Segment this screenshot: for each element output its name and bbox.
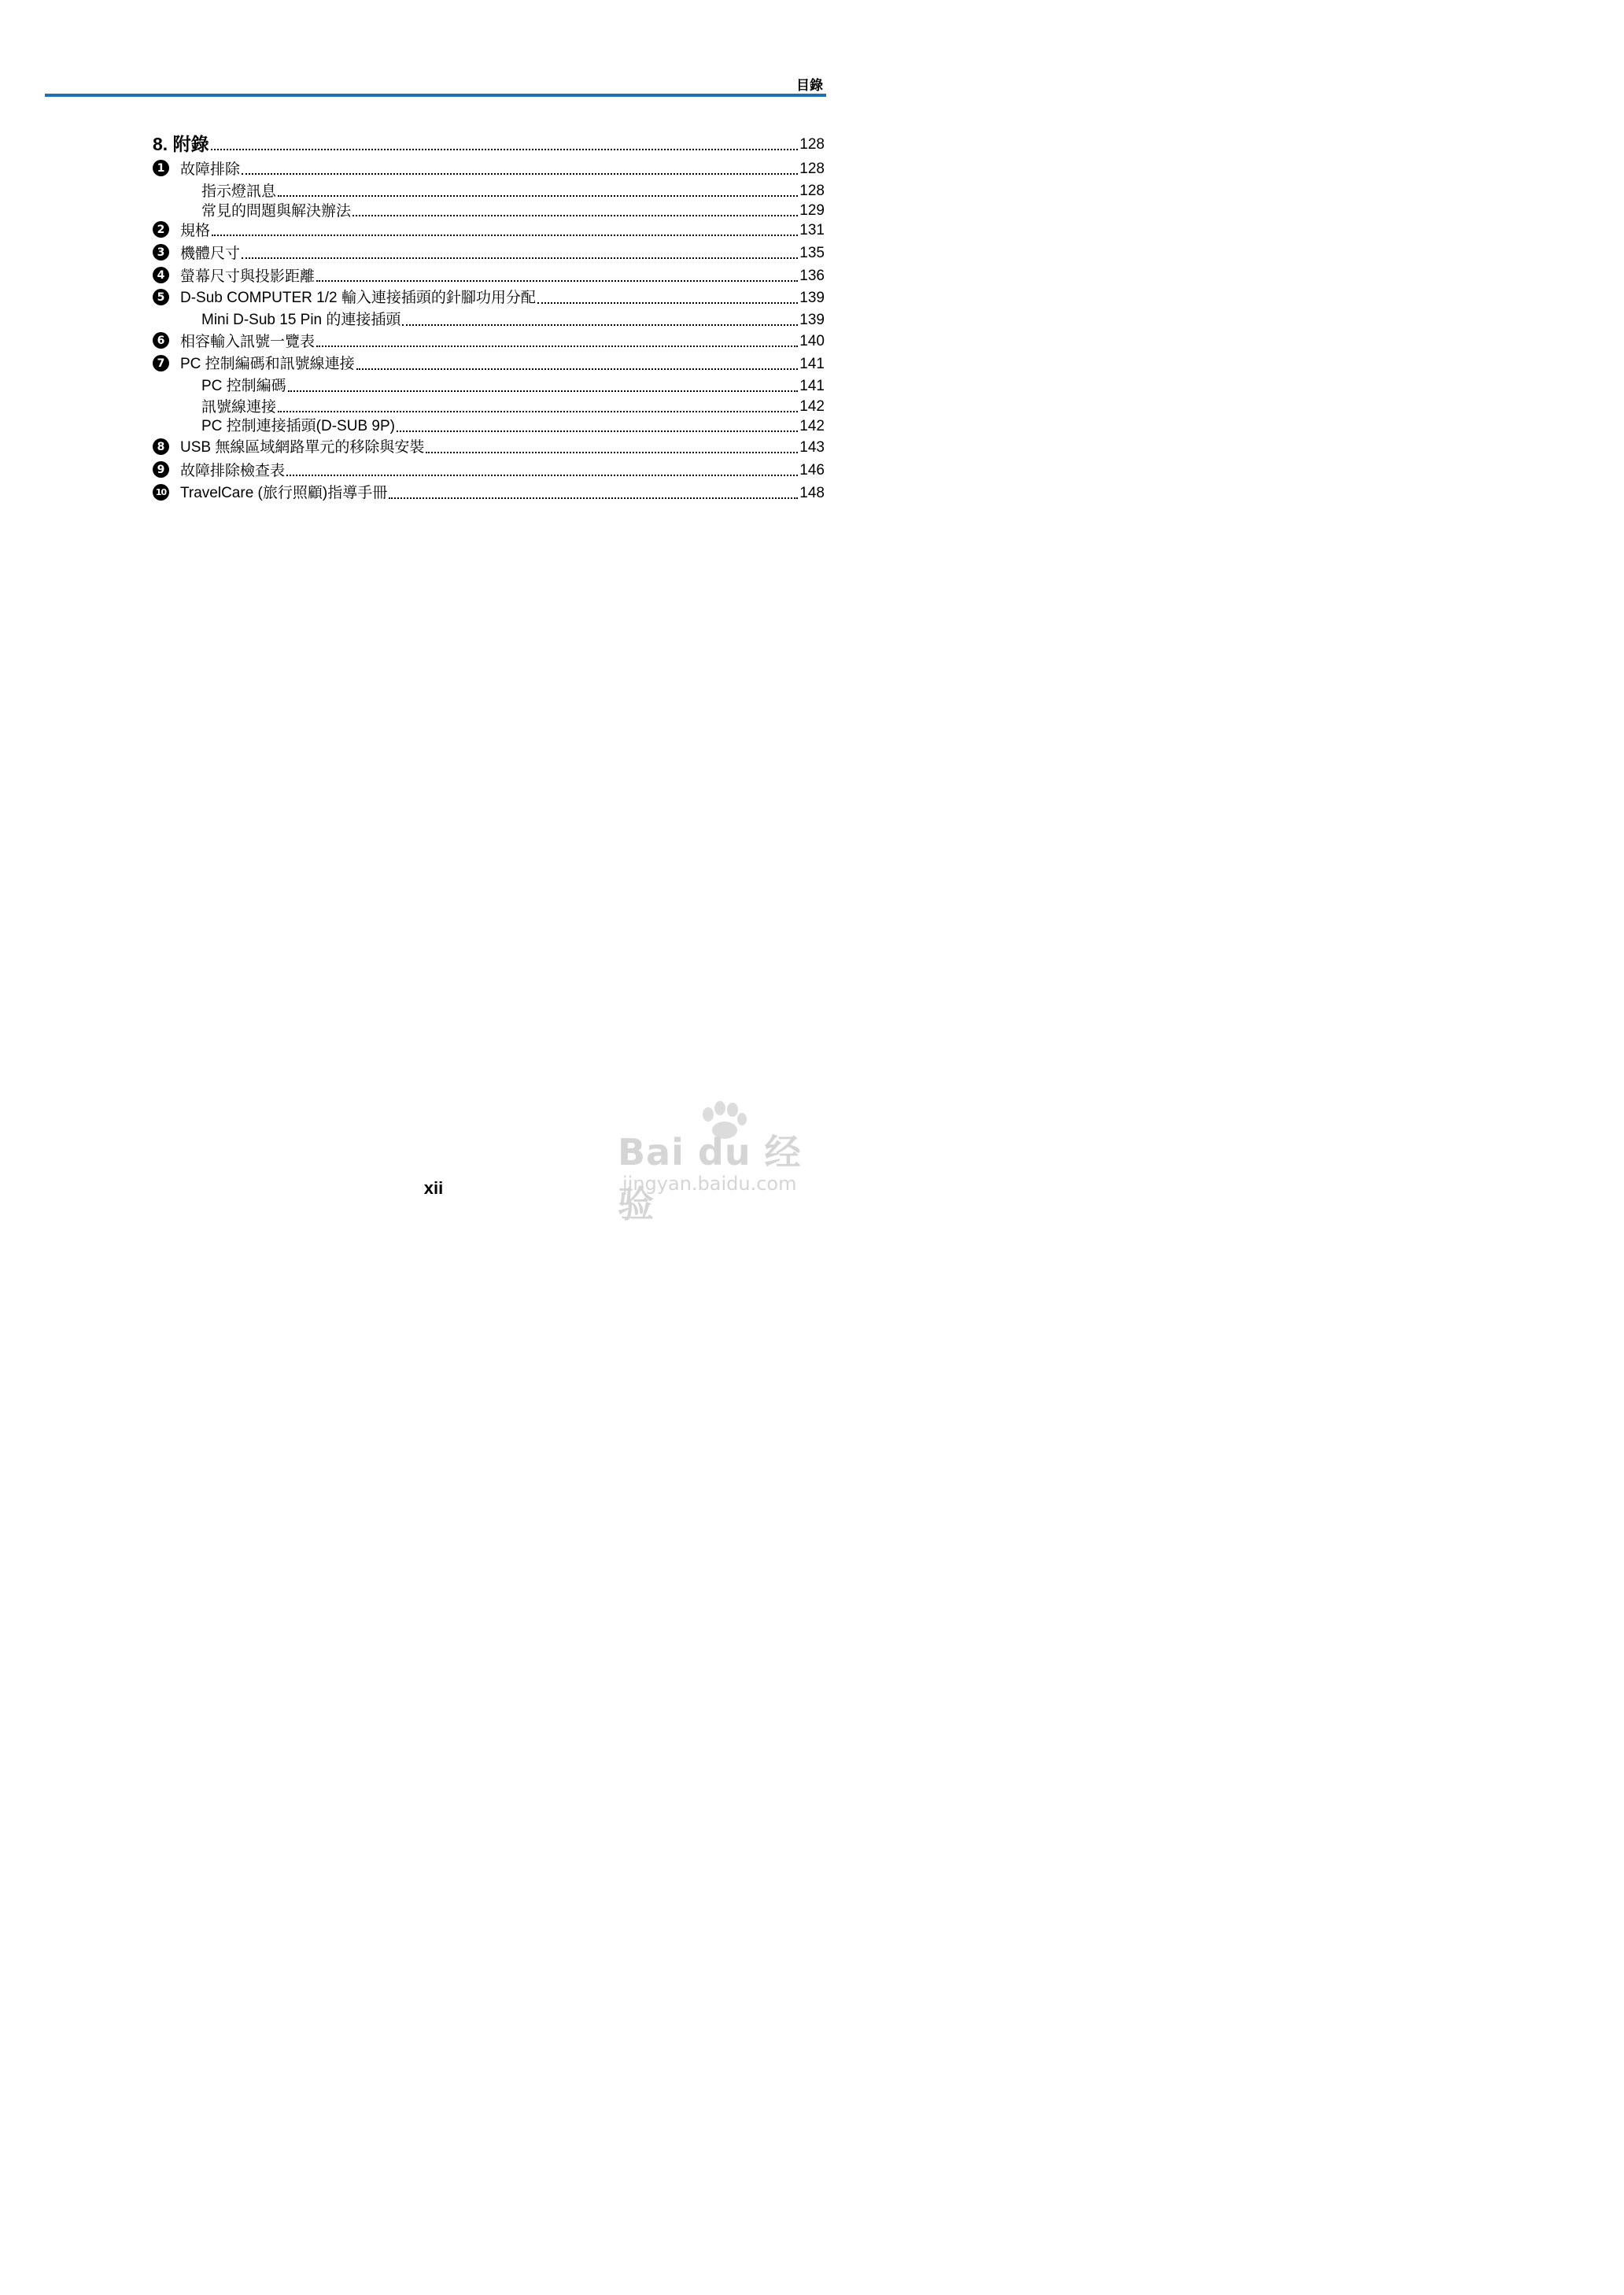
toc-entry-pc-control-connector[interactable]	[153, 414, 825, 436]
watermark-url: jingyan.baidu.com	[622, 1173, 797, 1195]
toc-entry-dsub-pin-assignment[interactable]	[153, 286, 825, 308]
leader-dots	[212, 234, 798, 236]
toc-entry-title: D-Sub COMPUTER 1/2 輸入連接插頭的針腳功用分配	[180, 290, 536, 306]
toc-entry-title: 相容輸入訊號一覽表	[180, 333, 316, 350]
leader-dots	[288, 390, 799, 392]
leader-dots	[316, 345, 798, 347]
toc-entry-common-problems[interactable]	[153, 198, 825, 220]
leader-dots	[278, 194, 798, 197]
toc-entry-cable-connection[interactable]	[153, 394, 825, 416]
toc-page-number: 141	[799, 378, 825, 394]
toc-entry-indicator-messages[interactable]	[153, 179, 825, 201]
number-7-icon: 7	[153, 355, 169, 371]
toc-entry-title: PC 控制編碼和訊號線連接	[180, 356, 355, 372]
toc-page-number: 142	[799, 398, 825, 415]
leader-dots	[211, 148, 799, 150]
number-3-icon: 3	[153, 244, 169, 261]
toc-page-number: 142	[799, 418, 825, 434]
toc-entry-troubleshooting[interactable]	[153, 157, 825, 179]
toc-entry-title: 指示燈訊息	[201, 183, 277, 200]
toc-page-number: 136	[799, 268, 825, 284]
toc-page-number: 140	[799, 333, 825, 349]
toc-page-number: 135	[799, 245, 825, 261]
number-5-icon: 5	[153, 289, 169, 305]
leader-dots	[352, 214, 798, 216]
toc-page-number: 143	[799, 439, 825, 456]
toc-page-number: 139	[799, 312, 825, 328]
toc-entry-usb-wireless-lan[interactable]	[153, 435, 825, 457]
leader-dots	[426, 451, 798, 453]
toc-page-number: 148	[799, 485, 825, 501]
number-2-icon: 2	[153, 221, 169, 238]
leader-dots	[316, 279, 798, 282]
toc-entry-screen-size-distance[interactable]	[153, 264, 825, 286]
baidu-watermark	[618, 1100, 830, 1225]
toc-entry-troubleshooting-checklist[interactable]	[153, 458, 825, 480]
toc-page-number: 139	[799, 290, 825, 306]
header-rule	[45, 94, 826, 97]
toc-page-number: 146	[799, 462, 825, 479]
toc-entry-dimensions[interactable]	[153, 241, 825, 263]
toc-page-number: 128	[799, 136, 825, 153]
toc-entry-title: 故障排除檢查表	[180, 462, 286, 479]
toc-chapter-8[interactable]	[153, 132, 825, 154]
toc-entry-title: 常見的問題與解決辦法	[201, 202, 352, 220]
leader-dots	[389, 497, 798, 499]
toc-page-number: 128	[799, 183, 825, 199]
leader-dots	[286, 474, 798, 476]
number-9-icon: 9	[153, 461, 169, 478]
toc-page-number: 128	[799, 161, 825, 177]
number-10-icon: 10	[153, 484, 169, 501]
toc-entry-title: 故障排除	[180, 161, 241, 178]
toc-entry-pc-control-codes[interactable]	[153, 374, 825, 396]
toc-page-number: 141	[799, 356, 825, 372]
leader-dots	[402, 323, 798, 326]
toc-entry-title: PC 控制連接插頭(D-SUB 9P)	[201, 418, 395, 434]
toc-entry-title: Mini D-Sub 15 Pin 的連接插頭	[201, 312, 401, 328]
leader-dots	[356, 368, 799, 370]
toc-entry-compatible-signals[interactable]	[153, 329, 825, 351]
toc-chapter-label	[153, 135, 209, 154]
toc-entry-title: PC 控制編碼	[201, 378, 286, 394]
toc-page-number: 131	[799, 222, 825, 238]
chapter-number: 8.	[153, 134, 168, 154]
toc-entry-specifications[interactable]	[153, 218, 825, 240]
toc-entry-travelcare-guide[interactable]	[153, 481, 825, 503]
number-6-icon: 6	[153, 332, 169, 349]
toc-entry-title: 訊號線連接	[201, 398, 277, 416]
watermark-logo: Bai du 经验	[618, 1131, 802, 1225]
toc-entry-title: USB 無線區域網路單元的移除與安裝	[180, 439, 425, 456]
leader-dots	[397, 430, 798, 432]
running-header-title: 目錄	[796, 78, 823, 94]
number-1-icon: 1	[153, 160, 169, 176]
toc-entry-title: 螢幕尺寸與投影距離	[180, 268, 316, 285]
toc-entry-title: 規格	[180, 222, 211, 239]
leader-dots	[278, 410, 798, 412]
chapter-title: 附錄	[172, 134, 209, 155]
leader-dots	[242, 172, 798, 175]
toc-entry-mini-dsub-connector[interactable]	[153, 308, 825, 330]
footer-page-number: xii	[423, 1178, 444, 1198]
toc-entry-pc-control[interactable]	[153, 352, 825, 374]
toc-entry-title: TravelCare (旅行照顧)指導手冊	[180, 485, 388, 501]
leader-dots	[242, 257, 798, 259]
toc-page-number: 129	[799, 202, 825, 219]
number-8-icon: 8	[153, 438, 169, 455]
toc-entry-title: 機體尺寸	[180, 245, 241, 262]
leader-dots	[537, 301, 798, 304]
number-4-icon: 4	[153, 267, 169, 283]
